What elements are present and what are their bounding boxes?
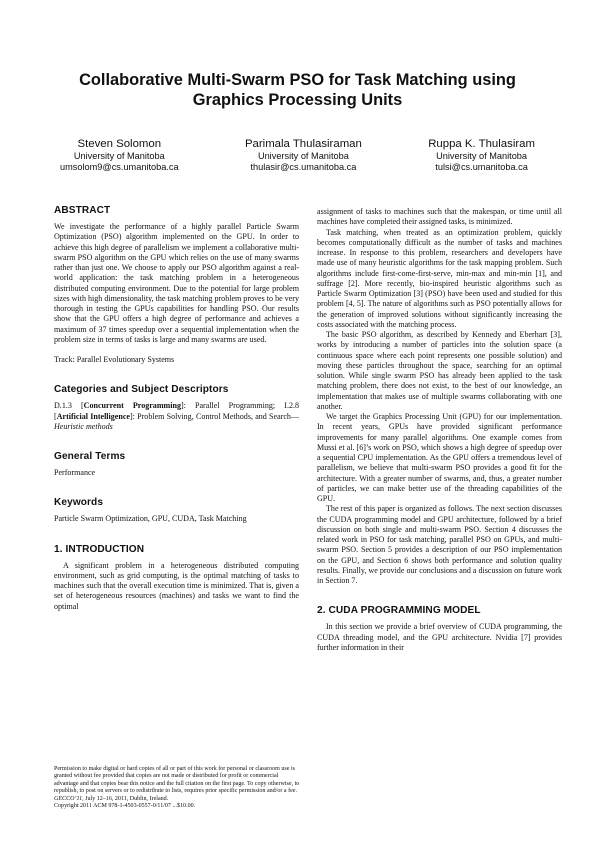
title-line-1: Collaborative Multi-Swarm PSO for Task Matching using	[79, 71, 516, 89]
cuda-heading: 2. CUDA PROGRAMMING MODEL	[317, 605, 481, 617]
track-line: Track: Parallel Evolutionary Systems	[54, 355, 175, 364]
introduction-paragraph: Task matching, when treated as an optimization problem, quickly becomes computationally difficult as the number of tasks and machines increase. In response to this problem, researchers and developers have made use of many heuristic algorithms for the task mapping problem. Such algorithms include first-come-first-serve, min-max and min-min [1], and suffrage [2]. More recently, bio-inspired heuristic algorithms such as Particle Swarm Optimization [3] (PSO) have been used and studied for this problem [4, 5]. The nature of algorithms such as PSO potentially allows for the generation of improved solutions without significantly increasing the costs associated with the matching process.	[317, 227, 562, 329]
author-1	[60, 137, 179, 173]
title-line-2: Graphics Processing Units	[192, 91, 403, 109]
introduction-paragraph: The basic PSO algorithm, as described by Kennedy and Eberhart [3], works by introducing a number of particles into the solution space (a continuous space where each point represents one possible solution) and moving these particles throughout the space, searching for an optimal solution. While single swarm PSO has already been applied to the task matching problem, there does not exist, to the best of our knowledge, an implementation that makes use of multiple swarms collaborating with one another.	[317, 330, 562, 411]
categories-body: D.1.3 [Concurrent Programming]: Parallel Programming; I.2.8 [Artificial Intelligence]: Problem Solving, Control Methods, and Search—Heuristic methods	[54, 401, 300, 431]
general-terms-body: Performance	[54, 468, 96, 477]
author-3	[428, 137, 535, 173]
introduction-paragraph: The rest of this paper is organized as follows. The next section discusses the CUDA programming model and GPU architecture, followed by a brief discussion on both single and multi-swarm PSO. Section 4 discusses the related work in PSO for task matching, parallel PSO on GPUs, and multi-swarm PSO. Section 5 provides a description of our PSO implementation on the GPU, and Section 6 shows both performance and solution quality results. Finally, we provide our conclusions and a discussion on future work in Section 7.	[317, 504, 562, 585]
venue-line: GECCO’11, July 12–16, 2011, Dublin, Ireland.	[54, 795, 169, 802]
author-email: thulasir@cs.umanitoba.ca	[250, 162, 357, 172]
copyright-line: Copyright 2011 ACM 978-1-4503-0557-0/11/07 ...$10.00.	[54, 803, 196, 810]
author-email: tulsi@cs.umanitoba.ca	[435, 162, 528, 172]
author-block	[60, 137, 535, 173]
author-name: Parimala Thulasiraman	[244, 138, 362, 150]
author-email: umsolom9@cs.umanitoba.ca	[60, 162, 179, 172]
cuda-paragraph: In this section we provide a brief overview of CUDA programming, the CUDA threading model, and the GPU architecture. Nvidia [7] provides further information in their	[317, 622, 562, 652]
keywords-heading: Keywords	[54, 497, 104, 509]
author-affiliation: University of Manitoba	[257, 151, 349, 161]
permission-notice: Permission to make digital or hard copies of all or part of this work for personal or classroom use is granted without fee provided that copies are not made or distributed for profit or commercial advantage and that copies bear this notice and the full citation on the first page. To copy otherwise, to republish, to post on servers or to redistribute to lists, requires prior specific permission and/or a fee.	[54, 766, 300, 795]
categories-heading: Categories and Subject Descriptors	[54, 384, 229, 396]
abstract-body: We investigate the performance of a highly parallel Particle Swarm Optimization (PSO) algorithm implemented on the GPU. In order to achieve this high degree of parallelism we implement a collaborative multi-swarm PSO algorithm on the GPU which relies on the use of many swarms rather than just one. We choose to apply our PSO algorithm against a real-world application: the task matching problem in a heterogeneous distributed computing environment. Due to the potential for large problem sizes with high dimensionality, the task matching problem proves to be very thorough in testing the GPUs capabilities for handling PSO. Our results show that the GPU offers a high degree of performance and achieves a maximum of 37 times speedup over a sequential implementation when the problem size in terms of tasks is large and many swarms are used.	[54, 222, 299, 344]
keywords-body: Particle Swarm Optimization, GPU, CUDA, Task Matching	[54, 514, 247, 524]
right-column	[317, 207, 562, 653]
author-name: Ruppa K. Thulasiram	[428, 138, 535, 150]
general-terms-heading: General Terms	[54, 451, 126, 462]
abstract-heading: ABSTRACT	[54, 205, 111, 216]
introduction-paragraph: A significant problem in a heterogeneous distributed computing environment, such as grid computing, is the optimal matching of tasks to machines such that the overall execution time is minimized. That is, given a set of heterogeneous resources (machines) and tasks we want to find the optimal	[54, 560, 299, 611]
author-2	[245, 137, 362, 173]
introduction-paragraph: assignment of tasks to machines such that the makespan, or time until all machines have completed their assigned tasks, is minimized.	[317, 207, 562, 227]
left-column	[54, 205, 299, 612]
paper-title	[40, 70, 555, 110]
copyright-footnote	[54, 766, 304, 810]
introduction-heading: 1. INTRODUCTION	[54, 543, 145, 555]
author-affiliation: University of Manitoba	[436, 151, 528, 161]
introduction-paragraph: We target the Graphics Processing Unit (GPU) for our implementation. In recent years, GPUs have provided significant performance improvements for many parallel algorithms. One example comes from Mussi et al. [6]’s work on PSO, which shows a high degree of speedup over a sequential CPU implementation. As the GPU offers a tremendous level of parallelism, we believe that multi-swarm PSO provides a good fit for the architecture. With a greater number of swarms, and, thus, a greater number of particles, we can make better use of the threading capabilities of the GPU.	[317, 412, 562, 503]
author-affiliation: University of Manitoba	[73, 151, 165, 161]
author-name: Steven Solomon	[77, 138, 162, 150]
